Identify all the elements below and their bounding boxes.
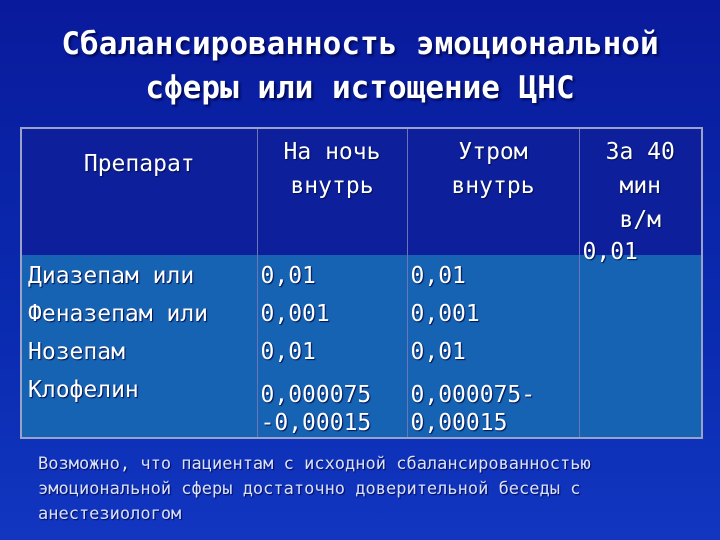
slide-title (0, 22, 720, 110)
dose-value: 0,001 (410, 301, 480, 327)
dose-value: 0,001 (260, 301, 330, 327)
header-morning-line-2: внутрь (451, 173, 535, 199)
title-line-1: Сбалансированность эмоциональной (61, 26, 659, 62)
drug-list-cell (21, 255, 257, 438)
dose-value: 0,000075 (260, 382, 372, 408)
dose-value: -0,00015 (260, 410, 372, 436)
header-morning-oral (407, 128, 579, 255)
header-drug (21, 128, 257, 255)
dose-value: 0,01 (260, 339, 316, 365)
dose-value: 0,01 (582, 239, 638, 265)
header-im-line-2: мин (619, 173, 662, 199)
header-night-oral (257, 128, 407, 255)
drug-item: Диазепам или (28, 263, 195, 289)
dose-value: 0,01 (410, 263, 466, 289)
im-40min-cell (579, 239, 702, 438)
dose-value: 0,00015 (410, 410, 508, 436)
header-morning-line-1: Утром (458, 139, 528, 165)
dose-value: 0,01 (260, 263, 316, 289)
header-im-line-3: в/м (619, 207, 662, 233)
header-drug-label: Препарат (83, 151, 195, 177)
title-line-2: сферы или истощение ЦНС (145, 70, 575, 106)
dose-value: 0,000075- (410, 382, 536, 408)
dosage-table (20, 127, 703, 439)
dose-value: 0,01 (410, 339, 466, 365)
drug-item: Нозепам (28, 339, 125, 365)
night-oral-cell (257, 255, 407, 438)
footnote-text: Возможно, что пациентам с исходной сбалансированностью эмоциональной сферы достаточно доверительной беседы с анестезиологом (38, 454, 591, 524)
header-im-line-1: За 40 (605, 139, 675, 165)
header-night-line-1: На ночь (283, 139, 381, 165)
header-night-line-2: внутрь (290, 173, 374, 199)
table-body-row (21, 255, 702, 438)
morning-oral-cell (407, 255, 579, 438)
drug-item: Клофелин (28, 377, 139, 403)
drug-item: Феназепам или (28, 301, 209, 327)
